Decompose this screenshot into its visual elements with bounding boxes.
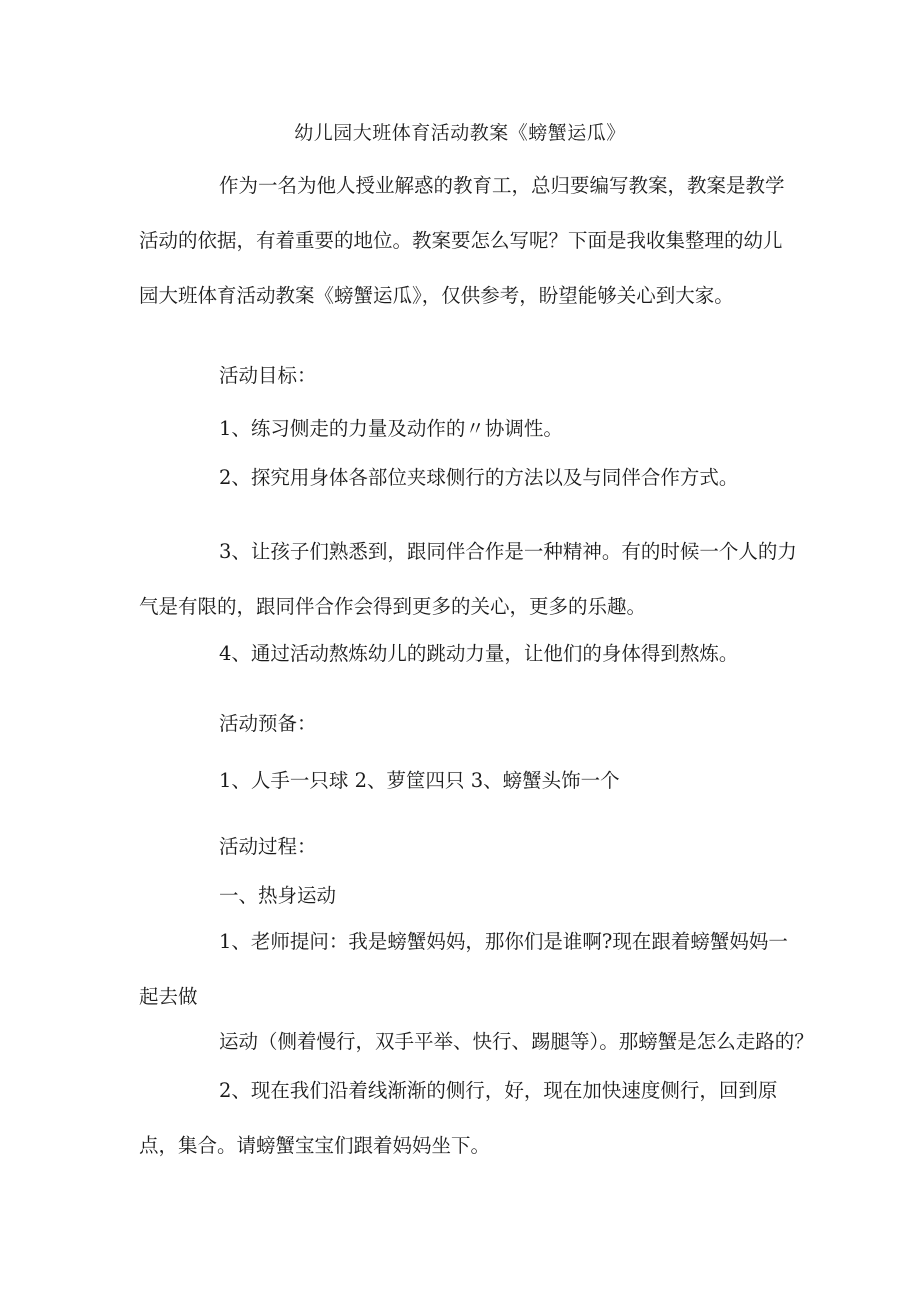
document-title: 幼儿园大班体育活动教案《螃蟹运瓜》 <box>294 122 626 144</box>
step-1-continued: 运动（侧着慢行，双手平举、快行、踢腿等）。那螃蟹是怎么走路的？ <box>219 1030 814 1053</box>
goals-heading: 活动目标： <box>219 364 317 387</box>
step-1: 1、老师提问：我是螃蟹妈妈，那你们是谁啊?现在跟着螃蟹妈妈一起去做 <box>139 930 788 1008</box>
goal-item-2: 2、探究用身体各部位夹球侧行的方法以及与同伴合作方式。 <box>219 466 739 489</box>
goal-item-4: 4、通过活动熬炼幼儿的跳动力量，让他们的身体得到熬炼。 <box>219 642 739 665</box>
intro-paragraph: 作为一名为他人授业解惑的教育工，总归要编写教案，教案是教学活动的依据，有着重要的地位。教案要怎么写呢？下面是我收集整理的幼儿园大班体育活动教案《螃蟹运瓜》，仅供参考，盼望能够关心到大家。 <box>139 174 785 307</box>
goal-item-1: 1、练习侧走的力量及动作的〃协调性。 <box>219 417 563 440</box>
prep-heading: 活动预备： <box>219 712 317 735</box>
process-heading: 活动过程： <box>219 835 317 858</box>
step-2: 2、现在我们沿着线渐渐的侧行，好，现在加快速度侧行，回到原点，集合。请螃蟹宝宝们跟着妈妈坐下。 <box>139 1079 778 1157</box>
warmup-heading: 一、热身运动 <box>219 884 337 907</box>
prep-items: 1、人手一只球 2、萝筐四只 3、螃蟹头饰一个 <box>219 769 620 792</box>
goal-item-3: 3、让孩子们熟悉到，跟同伴合作是一种精神。有的时候一个人的力气是有限的，跟同伴合作会得到更多的关心，更多的乐趣。 <box>139 540 797 618</box>
